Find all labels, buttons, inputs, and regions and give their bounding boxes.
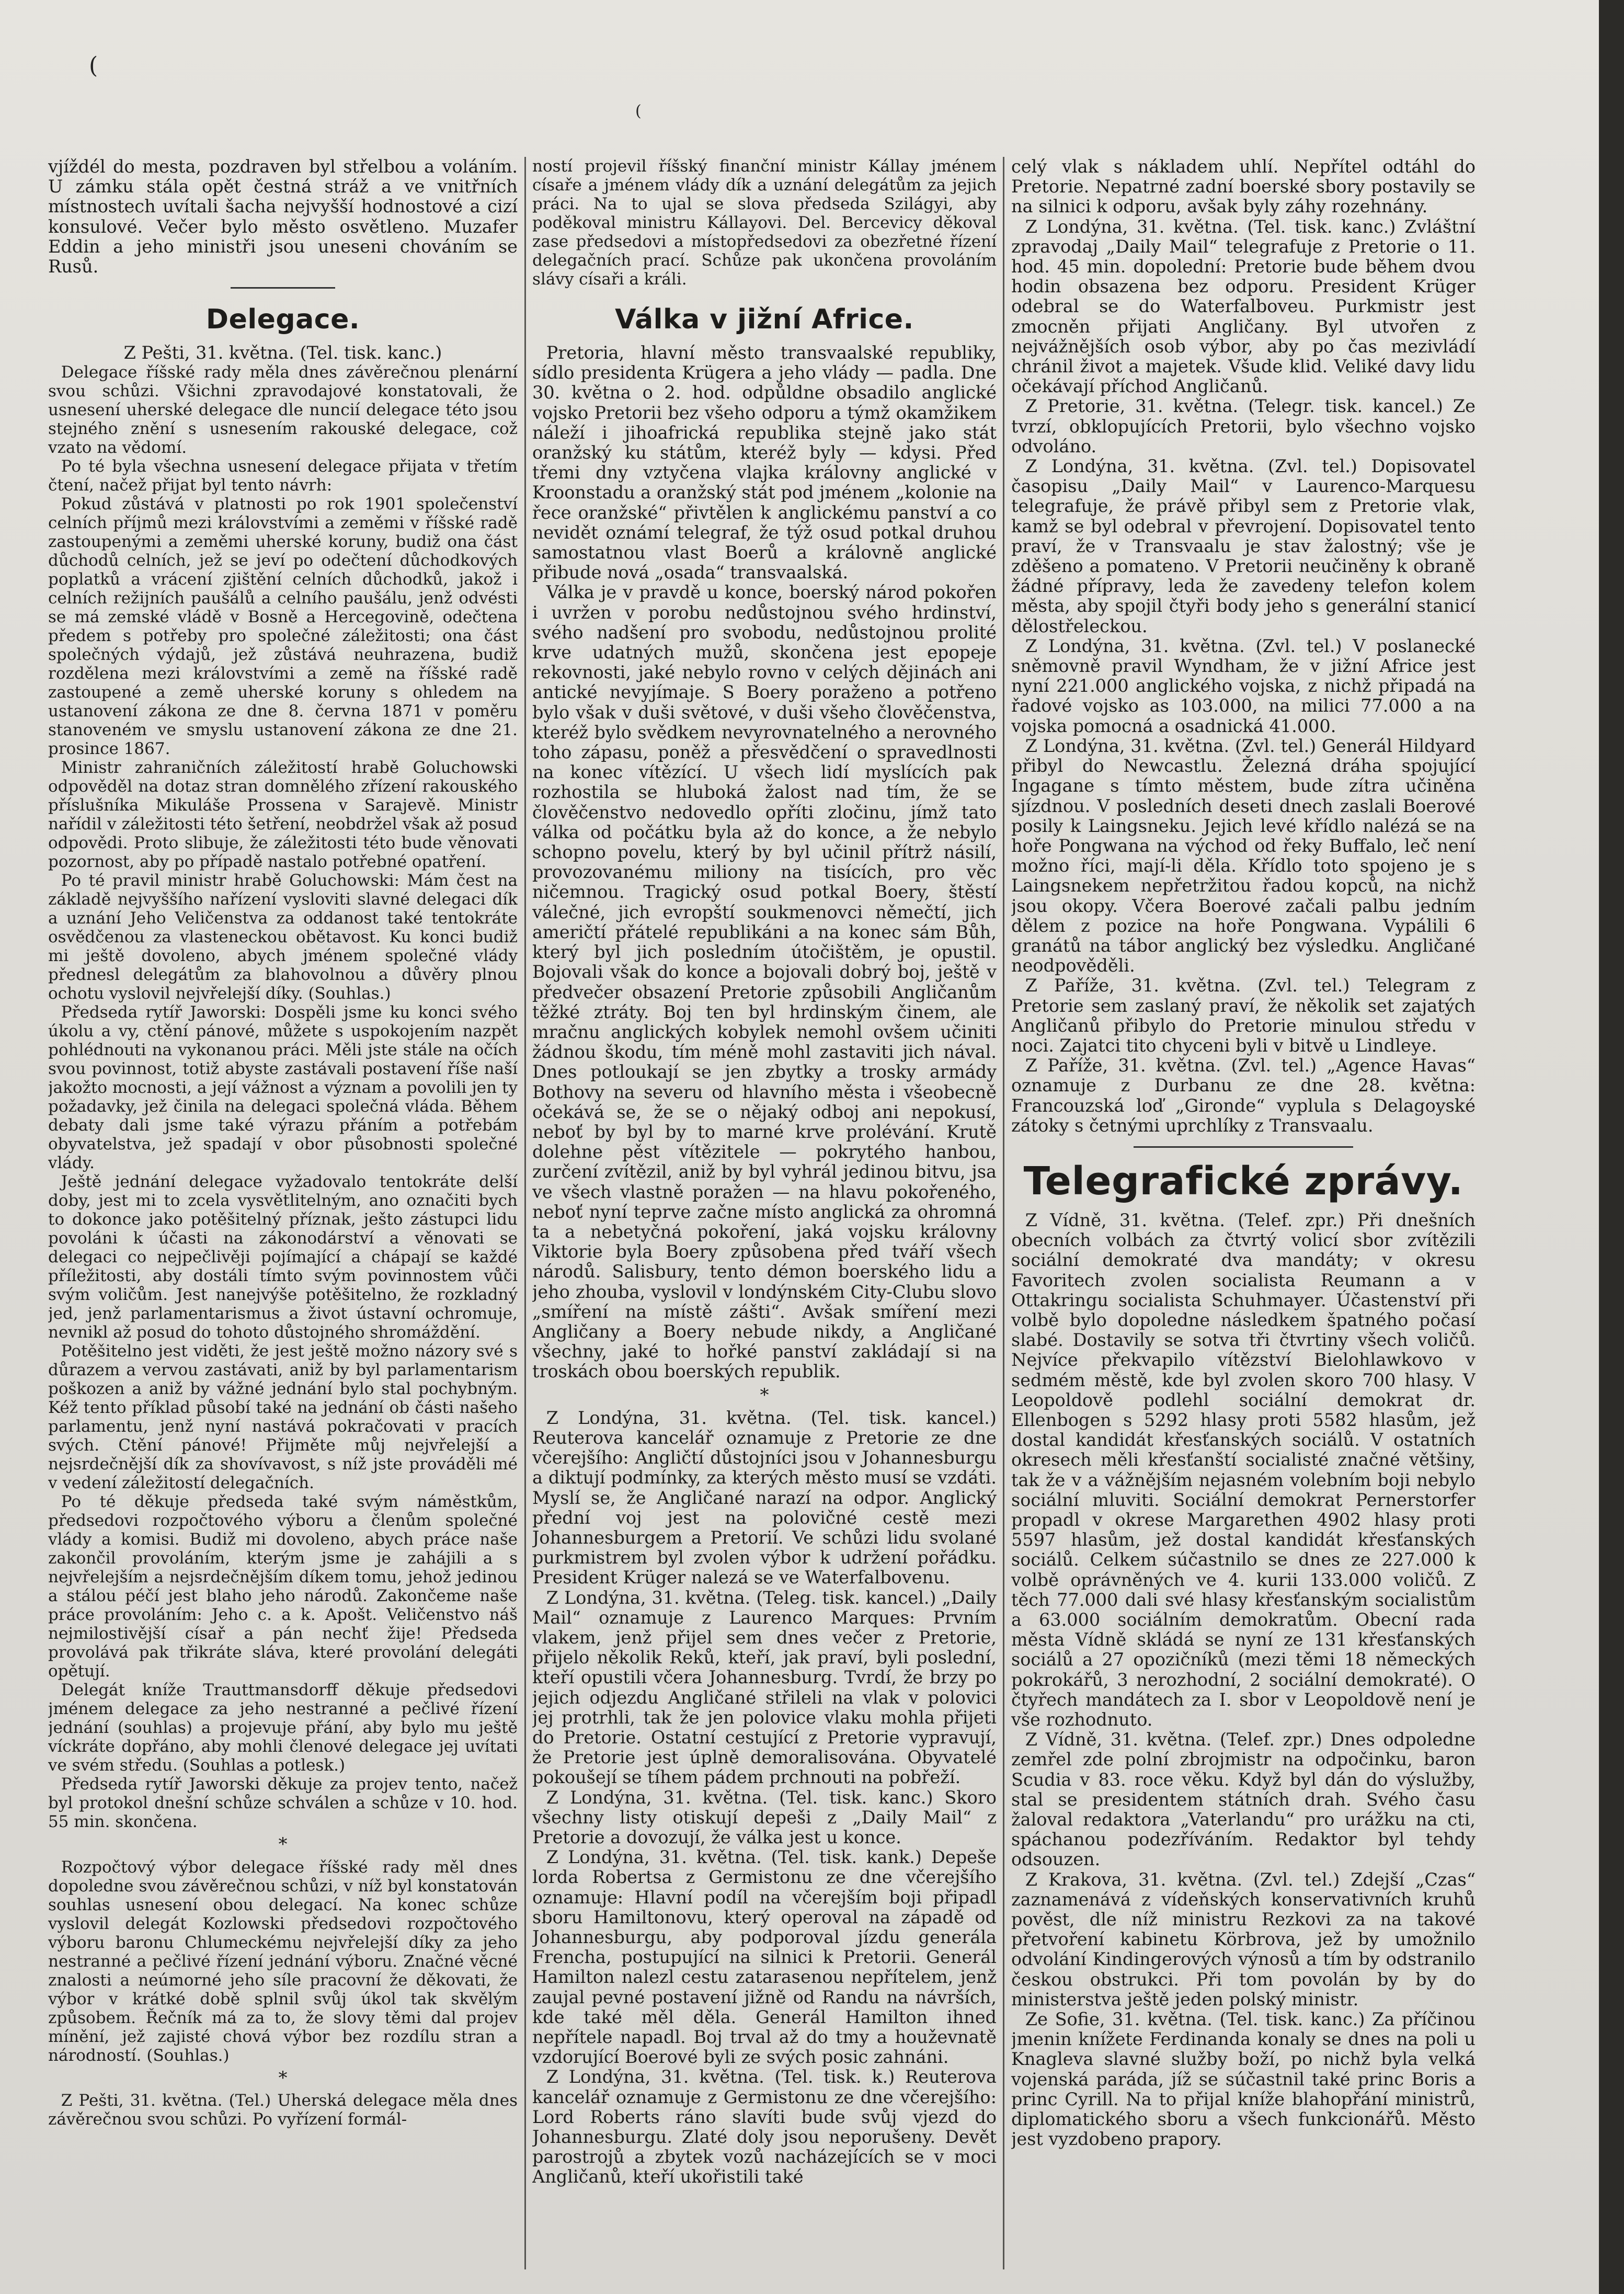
article-text: Ještě jednání delegace vyžadovalo tentokráte delší doby, jest mi to zcela vysvětlitelným, ano označiti bych to dokonce jako potěšitelný příznak, ješto zástupci lidu povoláni k účasti na zákonodárství a věnovati se delegaci co nejpečlivěji pojímající a chápají se každé příležitosti, aby dostáli tímto svým povinnostem vůči svým voličům. Jest nanejvýše potěšitelno, že rozkladný jed, jenž parlamentarismus a život ústavní ochromuje, nevnikl až posud do tohoto důstojného shromáždění. xyxy=(48,1172,518,1342)
article-text: Z Krakova, 31. května. (Zvl. tel.) Zdejší „Czas“ zaznamenává z vídeňských konservativních kruhů pověst, dle níž ministru Rezkovi za na takové přetvoření kabinetu Körbrova, jež by umožnilo odvolání Kindingerových výnosů a tím by odstranilo českou obstrukci. Při tom povolán by by do ministerstva ještě jeden polský ministr. xyxy=(1011,1869,1476,2010)
article-text: Z Londýna, 31. května. (Zvl. tel.) Generál Hildyard přibyl do Newcastlu. Železná dráha spojující Ingagane s tímto městem, bude zítra učiněna sjízdnou. V posledních deseti dnech zaslali Boerové posily k Laingsneku. Jejich levé křídlo nalézá se na hoře Pongwana na východ od řeky Buffalo, leč není možno říci, mají-li děla. Křídlo toto spojeno je s Laingsnekem nepřetržitou řadou kopců, na nichž jsou okopy. Včera Boerové začali palbu jedním dělem z pozice na hoře Pongwana. Vypálili 6 granátů na tábor anglický bez výsledku. Angličané neodpověděli. xyxy=(1011,735,1476,976)
article-text: Z Londýna, 31. května. (Tel. tisk. k.) Reuterova kancelář oznamuje z Germistonu ze dne včerejšího: Lord Roberts ráno slavíti bude svůj vjezd do Johannesburgu. Zlaté doly jsou neporušeny. Devět parostrojů a zbytek vozů nacházejících se v moci Angličanů, kteří ukořistili také xyxy=(532,2067,997,2187)
article-text: Potěšitelno jest viděti, že jest ještě možno názory své s důrazem a vervou zastávati, aniž by byl parlamentarism poškozen a aniž by vážné jednání bylo stal pochybným. Kéž tento příklad působí také na jednání ob části našeho parlamentu, jenž nyní nastává pokračovati v pracích svých. Ctění pánové! Přijměte můj nejvřelejší a nejsrdečnější dík za shovívavost, s níž jste prováděli mé v vedení záležitostí delegačních. xyxy=(48,1342,518,1493)
article-text: Válka je v pravdě u konce, boerský národ pokořen i uvržen v porobu nedůstojnou svého hrdinství, svého nadšení pro svobodu, nedůstojnou prolité krve udatných mužů, skončena jest epopeje rekovnosti, jaké nebylo rovno v celých dějinách ani antické nevyjímaje. S Boery poraženo a potřeno bylo však v duši světové, v duši všeho člověčenstva, kteréž bylo svědkem nevyrovnatelného a nerovného toho zápasu, poněž a přesvědčení o spravedlnosti na konec vítězící. U všech lidí myslících pak rozhostila se hluboká žalost nad tím, že se člověčenstvo nedovedlo opříti zločinu, jímž tato válka od počátku byla až do konce, a že nebylo schopno povelu, který by byl učinil přítrž násilí, provozovanému miliony na tisících, pro věc ničemnou. Tragický osud potkal Boery, štěstí válečné, jich evropští soukmenovci němečtí, jich američtí přátelé republikáni a na konec sám Bůh, který byl jich posledním útočištěm, je opustil. Bojovali však do konce a bojovali dobrý boj, ještě v předvečer obsazení Pretorie způsobili Angličanům těžké ztráty. Boj ten byl hrdinským činem, ale mračnu anglických kobylek nemohl ovšem učiniti žádnou škodu, tím méně mohl zastaviti jich nával. Dnes potloukají se jen zbytky a trosky armády Bothovy na severu od hlavního města i všeobecně očekává se, že se o nějaký odboj ani nepokusí, neboť by byl by to marné krve prolévání. Krutě dolehne pěst vítězitele — pokrytého hanbou, zurčení zvítězil, aniž by byl vyhrál jedinou bitvu, jsa ve všech vlastně poražen — na hlavu pokořeného, neboť nyní teprve začne místo anglická za ohromná ta a nebetyčná pokoření, jaká vojsku královny Viktorie byla Boery způsobena před tváří všech národů. Salisbury, tento démon boerského lidu a jeho zhouba, vyslovil v londýnském City-Clubu slovo „smíření na místě zášti“. Avšak smíření mezi Angličany a Boery nebude nikdy, a Angličané všechny, jaké to hořké panství zakládají si na troskách obou boerských republik. xyxy=(532,582,997,1382)
column-2 xyxy=(532,157,997,2269)
article-text: vjíždél do mesta, pozdraven byl střelbou a voláním. U zámku stála opět čestná stráž a ve vnitřních místnostech uvítali šacha nejvyšší hodnostové a cizí konsulové. Večer bylo město osvětleno. Muzafer Eddin a jeho ministři jsou uneseni chováním se Rusů. xyxy=(48,157,518,277)
article-text: Z Londýna, 31. května. (Tel. tisk. kanc.) Zvláštní zpravodaj „Daily Mail“ telegrafuje z Pretorie o 11. hod. 45 min. dopolední: Pretorie bude během dvou hodin obsazena bez odporu. President Krüger odebral se do Waterfalboveu. Purkmistr jest zmocněn přijati Angličany. Byl utvořen z nejvážnějších osob výbor, aby po čas mezivládí chránil život a majetek. Všude klid. Veliké davy lidu očekávají příchod Angličanů. xyxy=(1011,216,1476,397)
article-text: ností projevil říšský finanční ministr Kállay jménem císaře a jménem vlády dík a uznání delegátům za jejich práci. Na to ujal se slova předseda Szilágyi, aby poděkoval ministru Kállayovi. Del. Bercevicy děkoval zase předsedovi a místopředsedovi za obezřetné řízení delegačních prací. Schůze pak ukončena provoláním slávy císaři a králi. xyxy=(532,157,997,289)
article-text: Rozpočtový výbor delegace říšské rady měl dnes dopoledne svou závěrečnou schůzi, v níž byl konstatován souhlas usnesení obou delegací. Na konec schůze vyslovil delegát Kozlowski předsedovi rozpočtového výboru baronu Chlumeckému nejvřelejší díky za jeho nestranné a pečlivé řízení jednání výboru. Značné věcné znalosti a neúmorné jeho síle pracovní že děkovati, že výbor v krátké době splnil svůj úkol tak skvělým způsobem. Řečník má za to, že slovy těmi dal projev mínění, jež zajisté chová výbor bez rozdílu stran a národností. (Souhlas.) xyxy=(48,1857,518,2065)
article-text: Z Londýna, 31. května. (Zvl. tel.) Dopisovatel časopisu „Daily Mail“ v Laurenco-Marquesu telegrafuje, že právě přibyl sem z Pretorie vlak, kamž se byl odebral v převrojení. Dopisovatel tento praví, že v Transvaalu je stav žalostný; vše je zděšeno a pomateno. V Pretorii neučiněny k obraně žádné přípravy, leda že zavedeny telefon kolem města, aby spojil čtyři body jeho s generální stanicí dělostřeleckou. xyxy=(1011,456,1476,636)
article-text: Pokud zůstává v platnosti po rok 1901 společenství celních příjmů mezi královstvími a zeměmi v říšské radě zastoupenými a zeměmi uherské koruny, budiž ona část důchodů celních, jež se jeví po odečtení důchodkových poplatků a vrácení zjištění celních důchodků, jakož i celních režijních paušálů a celního paušálu, jenž odvésti se má zemské vládě v Bosně a Hercegovině, odečtena předem s potřeby pro společné záležitosti; ona část společných výdajů, jež zůstává neuhrazena, budiž rozdělena mezi královstvími a země na říšské radě zastoupené a země uherské koruny s ohledem na ustanovení zákona ze dne 8. června 1871 v poměru stanoveném ve smyslu ustanovení zákona ze dne 21. prosince 1867. xyxy=(48,495,518,759)
article-text: Delegace říšské rady měla dnes závěrečnou plenární svou schůzi. Všichni zpravodajové konstatovali, že usnesení uherské delegace dle nuncií delegace této jsou stejného znění s usnesením rakouské delegace, což vzato na vědomí. xyxy=(48,363,518,458)
article-text: Z Vídně, 31. května. (Telef. zpr.) Dnes odpoledne zemřel zde polní zbrojmistr na odpočinku, baron Scudia v 83. roce věku. Když byl dán do výslužby, stal se presidentem státních drah. Svého času žaloval redaktora „Vaterlandu“ pro urážku na cti, spáchanou podezříváním. Redaktor byl tehdy odsouzen. xyxy=(1011,1729,1476,1870)
section-heading-telegraficke: Telegrafické zprávy. xyxy=(1023,1158,1463,1204)
article-text: Z Londýna, 31. května. (Teleg. tisk. kancel.) „Daily Mail“ oznamuje z Laurenco Marques: Prvním vlakem, jenž přijel sem dnes večer z Pretorie, přijelo několik Reků, kteří, jak praví, byli poslední, kteří opustili včera Johannesburg. Tvrdí, že brzy po jejich odjezdu Angličané střileli na vlak v polovici jej protrhli, tak že jen polovice vlaku mohla přijeti do Pretorie. Ostatní cestující z Pretorie vypravují, že Pretorie jest úplně demoralisována. Obyvatelé pokoušejí se tíhem pádem prchnouti na pobřeží. xyxy=(532,1587,997,1788)
article-text: Pretoria, hlavní město transvaalské republiky, sídlo presidenta Krügera a jeho vlády — padla. Dne 30. května o 2. hod. odpůldne obsadilo anglické vojsko Pretorii bez všeho odporu a týmž okamžikem náleží i jihoafrická republika stejně jako stát oranžský ku státům, kteréž byly — kdysi. Před třemi dny vztyčena vlajka královny anglické v Kroonstadu a oranžský stát pod jménem „kolonie na řece oranžské“ přivtělen k anglickému panství a co nevidět oznámí telegraf, že týž osud potkal druhou samostatnou vlast Boerů a královně anglické přibude nová „osada“ transvaalská. xyxy=(532,343,997,583)
article-text: Z Londýna, 31. května. (Tel. tisk. kanc.) Skoro všechny listy otiskují depeši z „Daily Mail“ z Pretorie a dovozují, že válka jest u konce. xyxy=(532,1787,997,1848)
article-text: Ze Sofie, 31. května. (Tel. tisk. kanc.) Za příčinou jmenin knížete Ferdinanda konaly se dnes na poli u Knagleva slavné služby boží, po nichž byla velká vojenská paráda, jíž se súčastnil také princ Boris a princ Cyrill. Na to přijal kníže blahopřání ministrů, diplomatického sboru a všech funkcionářů. Město jest vyzdobeno prapory. xyxy=(1011,2009,1476,2150)
section-star: * xyxy=(760,1384,769,1406)
article-text: Z Vídně, 31. května. (Telef. zpr.) Při dnešních obecních volbách za čtvrtý volicí sbor zvítězili sociální demokraté dva mandáty; v okresu Favoritech zvolen socialista Reumann a v Ottakringu socialista Schuhmayer. Účastenství při volbě bylo dopoledne následkem špatného počasí slabé. Dostavily se sotva tři čtvrtiny všech voličů. Nejvíce překvapilo vítězství Bielohlawkovo v sedmém městě, kde byl zvolen skoro 700 hlasy. V Leopoldově podlehl sociální demokrat dr. Ellenbogen s 5292 hlasy proti 5582 hlasům, jež dostal kandidát křesťanských sociálů. V ostatních okresech měli křesťanští socialisté značné většiny, tak že v a vážnějším nejasném volebním boji nebylo sociální mluviti. Sociální demokrat Pernerstorfer propadl v okrese Margarethen 4902 hlasy proti 5597 hlasům, jež dostal kandidát křesťanských sociálů. Celkem súčastnilo se dnes ze 227.000 k volbě oprávněných ve 4. kurii 133.000 voličů. Z těch 77.000 dali své hlasy křesťanským socialistům a 63.000 sociálním demokratům. Obecní rada města Vídně skládá se nyní ze 131 křesťanských sociálů a 27 opozičníků (mezi těmi 18 německých pokrokářů, 3 nerozhodní, 2 sociální demokraté). O čtyřech mandátech za I. sbor v Leopoldově není je vše rozhodnuto. xyxy=(1011,1209,1476,1730)
center-mark: ( xyxy=(635,102,642,120)
divider xyxy=(231,287,335,289)
article-text: Z Londýna, 31. května. (Tel. tisk. kank.) Depeše lorda Robertsa z Germistonu ze dne včerejšího oznamuje: Hlavní podíl na včerejším boji připadl sboru Hamiltonovu, který operoval na západě od Johannesburgu, aby podporoval jízdu generála Frencha, postupující na silnici k Pretorii. Generál Hamilton nalezl cestu zatarasenou nepřítelem, jenž zaujal pevné postavení jižně od Randu na návrších, kde také měl děla. Generál Hamilton ihned nepřítele napadl. Boj trval až do tmy a houževnatě vzdorující Boerové byli ze svých posic zahnáni. xyxy=(532,1847,997,2068)
scan-edge xyxy=(1599,0,1624,2294)
article-text: Předseda rytíř Jaworski děkuje za projev tento, načež byl protokol dnešní schůze schválen a schůze v 10. hod. 55 min. skončena. xyxy=(48,1775,518,1832)
section-heading-valka: Válka v jižní Africe. xyxy=(615,304,914,335)
section-star: * xyxy=(278,2067,288,2088)
article-text: Z Paříže, 31. května. (Zvl. tel.) Telegram z Pretorie sem zaslaný praví, že několik set zajatých Angličanů přibylo do Pretorie minulou středu v noci. Zajatci tito chyceni byli v bitvě u Lindleye. xyxy=(1011,975,1476,1056)
article-text: celý vlak s nákladem uhlí. Nepřítel odtáhl do Pretorie. Nepatrné zadní boerské sbory postavily se na silnici k odporu, avšak byly záhy rozehnány. xyxy=(1011,157,1476,217)
article-text: Delegát kníže Trauttmansdorff děkuje předsedovi jménem delegace za jeho nestranné a pečlivé řízení jednání (souhlas) a projevuje přání, aby bylo mu ještě víckráte dopřáno, aby mohli členové delegace jej uvítati ve svém středu. (Souhlas a potlesk.) xyxy=(48,1681,518,1775)
article-text: Z Londýna, 31. května. (Tel. tisk. kancel.) Reuterova kancelář oznamuje z Pretorie ze dne včerejšího: Angličtí důstojníci jsou v Johannesburgu a diktují podmínky, za kterých město musí se vzdáti. Myslí se, že Angličané narazí na odpor. Anglický přední voj jest na polovičné cestě mezi Johannesburgem a Pretorií. Ve schůzi lidu svolané purkmistrem byl zvolen výbor k udržení pořádku. President Krüger nalezá se ve Waterfalbovenu. xyxy=(532,1407,997,1588)
article-text: Ministr zahraničních záležitostí hrabě Goluchowski odpověděl na dotaz stran domnělého zřízení rakouského příslušníka Mikuláše Prossena v Sarajevě. Ministr nařídil v záležitosti této šetření, neobdržel však až posud odpovědi. Proto slibuje, že záležitosti této bude věnovati pozornost, aby po případě nastalo potřebné opatření. xyxy=(48,758,518,872)
column-3 xyxy=(1011,157,1476,2269)
article-text: Z Paříže, 31. května. (Zvl. tel.) „Agence Havas“ oznamuje z Durbanu ze dne 28. května: Francouzská loď „Gironde“ vyplula s Delagoyské zátoky s četnými uprchlíky z Transvaalu. xyxy=(1011,1055,1476,1136)
article-text: Po té děkuje předseda také svým náměstkům, předsedovi rozpočtového výboru a členům společné vlády a komisi. Budiž mi dovoleno, abych práce naše zakončil provoláním, kterým jsme je zahájili a s nejvřelejším a nejsrdečnějším díkem tomu, jehož jedinou a stálou péčí jest blaho jeho národů. Zakončeme naše práce provoláním: Jeho c. a k. Apošt. Veličenstvo náš nejmilostivější císař a pán nechť žije! Předseda provolává pak třikráte sláva, které provolání delegáti opětují. xyxy=(48,1492,518,1681)
dateline: Z Pešti, 31. května. (Tel. tisk. kanc.) xyxy=(123,343,442,363)
column-rule-1 xyxy=(524,157,526,2269)
article-text: Z Pešti, 31. května. (Tel.) Uherská delegace měla dnes závěrečnou svou schůzi. Po vyřízení formál- xyxy=(48,2091,518,2129)
article-text: Předseda rytíř Jaworski: Dospěli jsme ku konci svého úkolu a vy, ctění pánové, můžete s uspokojením nazpět pohlédnouti na vykonanou práci. Měli jste stále na očích svou povinnost, totiž abyste zastávali postavení říše naší jakožto mocnosti, a její vážnost a význam a povolili jen ty požadavky, jež činila na delegaci společná vláda. Během debaty dali jsme také výrazu přáním a potřebám obyvatelstva, jež spadají v obor působnosti společné vlády. xyxy=(48,1003,518,1173)
article-text: Po té byla všechna usnesení delegace přijata v třetím čtení, načež přijat byl tento návrh: xyxy=(48,457,518,495)
section-heading-delegace: Delegace. xyxy=(205,304,360,336)
column-1 xyxy=(48,157,518,2269)
column-rule-2 xyxy=(1003,157,1004,2269)
divider xyxy=(1134,1146,1353,1148)
article-text: Z Londýna, 31. května. (Zvl. tel.) V poslanecké sněmovně pravil Wyndham, že v jižní Africe jest nyní 221.000 anglického vojska, z nichž připadá na řadové vojsko as 103.000, na milici 77.000 a na vojska pomocná a osadnická 41.000. xyxy=(1011,635,1476,736)
section-star: * xyxy=(278,1834,288,1855)
article-text: Z Pretorie, 31. května. (Telegr. tisk. kancel.) Ze tvrzí, obklopujících Pretorii, bylo všechno vojsko odvoláno. xyxy=(1011,396,1476,456)
corner-mark: ( xyxy=(89,52,98,79)
article-text: Po té pravil ministr hrabě Goluchowski: Mám čest na základě nejvyššího nařízení vysloviti slavné delegaci dík a uznání Jeho Veličenstva za oddanost také tentokráte osvědčenou za vlasteneckou obětavost. Ku konci budiž mi ještě dovoleno, abych jménem společné vlády přednesl delegátům za blahovolnou a důvěry plnou ochotu vyslovil nejvřelejší díky. (Souhlas.) xyxy=(48,871,518,1003)
